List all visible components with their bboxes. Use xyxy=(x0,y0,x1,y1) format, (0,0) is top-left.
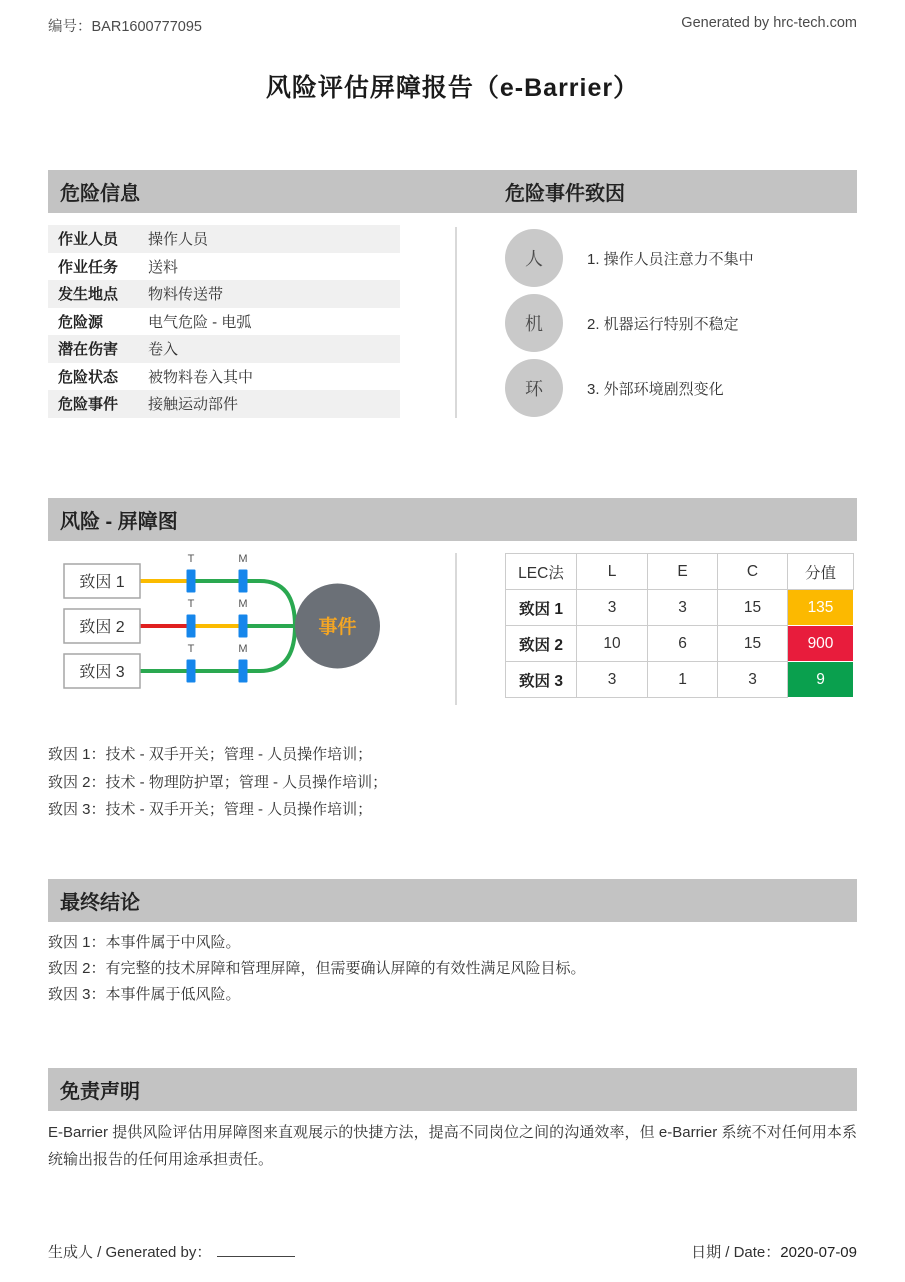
date-value: 2020-07-09 xyxy=(780,1244,857,1261)
report-number: 编号：BAR1600777095 xyxy=(48,19,202,35)
column-divider xyxy=(455,553,457,705)
row-value: 送料 xyxy=(148,258,179,276)
c-value: 15 xyxy=(718,626,788,662)
section-title-barrier-diagram: 风险 - 屏障图 xyxy=(60,511,178,533)
table-row xyxy=(506,590,854,626)
row-name: 致因 2 xyxy=(506,626,577,662)
hazard-info-table xyxy=(48,225,400,418)
conclusion-line: 致因 1：本事件属于中风险。 xyxy=(48,934,241,951)
machine-badge-icon: 机 xyxy=(505,294,563,352)
generated-by-label: 生成人 / Generated by： xyxy=(48,1244,212,1261)
note-line: 致因 3：技术 - 双手开关；管理 - 人员操作培训； xyxy=(48,801,373,818)
row-value: 物料传送带 xyxy=(148,286,224,304)
row-label: 危险事件 xyxy=(58,396,119,414)
list-item xyxy=(505,294,754,352)
table-row xyxy=(48,335,400,363)
barrier-label-t: T xyxy=(187,598,195,610)
lec-header: LEC法 xyxy=(506,554,577,590)
technical-barrier-icon xyxy=(187,570,196,593)
row-label: 危险源 xyxy=(58,313,104,331)
score-badge: 135 xyxy=(788,590,854,626)
list-item xyxy=(505,359,754,417)
cause3-box-label: 致因 3 xyxy=(79,664,125,681)
cause1-box-label: 致因 1 xyxy=(79,574,125,591)
row-label: 发生地点 xyxy=(58,286,119,304)
score-header: 分值 xyxy=(788,554,854,590)
table-row xyxy=(506,662,854,698)
table-row xyxy=(48,390,400,418)
c-value: 15 xyxy=(718,590,788,626)
c-header: C xyxy=(718,554,788,590)
barrier-label-t: T xyxy=(187,643,195,655)
l-value: 3 xyxy=(577,590,648,626)
page-title: 风险评估屏障报告（e-Barrier） xyxy=(265,74,640,102)
barrier-label-m: M xyxy=(238,553,248,565)
row-label: 作业人员 xyxy=(58,231,119,249)
row-name: 致因 1 xyxy=(506,590,577,626)
technical-barrier-icon xyxy=(187,615,196,638)
risk-line-cause1-final xyxy=(248,581,296,626)
row-label: 危险状态 xyxy=(58,368,119,386)
section-title-hazard-info: 危险信息 xyxy=(60,183,140,205)
conclusion-line: 致因 3：本事件属于低风险。 xyxy=(48,986,241,1003)
note-line: 致因 2：技术 - 物理防护罩；管理 - 人员操作培训； xyxy=(48,773,388,791)
management-barrier-icon xyxy=(239,615,248,638)
generated-by-signature xyxy=(48,1241,295,1262)
event-label: 事件 xyxy=(318,617,357,638)
disclaimer-paragraph: E-Barrier 提供风险评估用屏障图来直观展示的快捷方法，提高不同岗位之间的沟通效率，但 e-Barrier 系统不对任何用本系统输出报告的任何用途承担责任。 xyxy=(48,1124,857,1168)
generated-by-note: Generated by hrc-tech.com xyxy=(681,15,857,31)
table-row xyxy=(48,363,400,391)
table-header-row xyxy=(506,554,854,590)
management-barrier-icon xyxy=(239,570,248,593)
cause2-box-label: 致因 2 xyxy=(79,619,125,636)
list-item xyxy=(505,229,754,287)
row-value: 接触运动部件 xyxy=(148,396,239,414)
note-line: 致因 1：技术 - 双手开关；管理 - 人员操作培训； xyxy=(48,746,373,763)
section-bar-hazard xyxy=(48,170,857,213)
lec-score-table xyxy=(505,553,854,698)
l-value: 10 xyxy=(577,626,648,662)
table-row xyxy=(48,280,400,308)
column-divider xyxy=(455,227,457,418)
c-value: 3 xyxy=(718,662,788,698)
management-barrier-icon xyxy=(239,660,248,683)
section-title-disclaimer: 免责声明 xyxy=(60,1081,140,1103)
score-badge: 9 xyxy=(788,662,854,698)
l-header: L xyxy=(577,554,648,590)
table-row xyxy=(506,626,854,662)
conclusion-lines xyxy=(48,930,586,1008)
technical-barrier-icon xyxy=(187,660,196,683)
row-value: 卷入 xyxy=(148,341,179,359)
section-bar-barrier xyxy=(48,498,857,541)
row-label: 作业任务 xyxy=(58,258,119,276)
environment-badge-icon: 环 xyxy=(505,359,563,417)
row-value: 操作人员 xyxy=(148,231,209,249)
conclusion-line: 致因 2：有完整的技术屏障和管理屏障，但需要确认屏障的有效性满足风险目标。 xyxy=(48,960,586,977)
section-bar-disclaimer xyxy=(48,1068,857,1111)
row-value: 被物料卷入其中 xyxy=(148,368,254,386)
causes-list xyxy=(505,229,754,417)
table-row xyxy=(48,253,400,281)
section-title-conclusion: 最终结论 xyxy=(60,892,140,914)
row-value: 电气危险 - 电弧 xyxy=(148,313,252,331)
barrier-label-m: M xyxy=(238,598,248,610)
risk-line-cause3-final xyxy=(248,626,296,671)
cause-text: 2. 机器运行特别不稳定 xyxy=(587,315,739,333)
e-header: E xyxy=(648,554,718,590)
cause-text: 3. 外部环境剧烈变化 xyxy=(587,380,724,398)
score-badge: 900 xyxy=(788,626,854,662)
section-title-causes: 危险事件致因 xyxy=(505,183,625,205)
barrier-label-t: T xyxy=(187,553,195,565)
row-label: 潜在伤害 xyxy=(58,341,119,359)
table-row xyxy=(48,308,400,336)
section-bar-conclusion xyxy=(48,879,857,922)
e-value: 3 xyxy=(648,590,718,626)
e-value: 6 xyxy=(648,626,718,662)
e-value: 1 xyxy=(648,662,718,698)
barrier-label-m: M xyxy=(238,643,248,655)
date-label: 日期 / Date： xyxy=(691,1244,781,1261)
signature-blank-line xyxy=(217,1243,295,1257)
row-name: 致因 3 xyxy=(506,662,577,698)
table-row xyxy=(48,225,400,253)
person-badge-icon: 人 xyxy=(505,229,563,287)
cause-text: 1. 操作人员注意力不集中 xyxy=(587,250,754,268)
barrier-notes xyxy=(48,741,387,824)
report-date xyxy=(691,1241,857,1262)
l-value: 3 xyxy=(577,662,648,698)
barrier-diagram xyxy=(48,548,448,710)
